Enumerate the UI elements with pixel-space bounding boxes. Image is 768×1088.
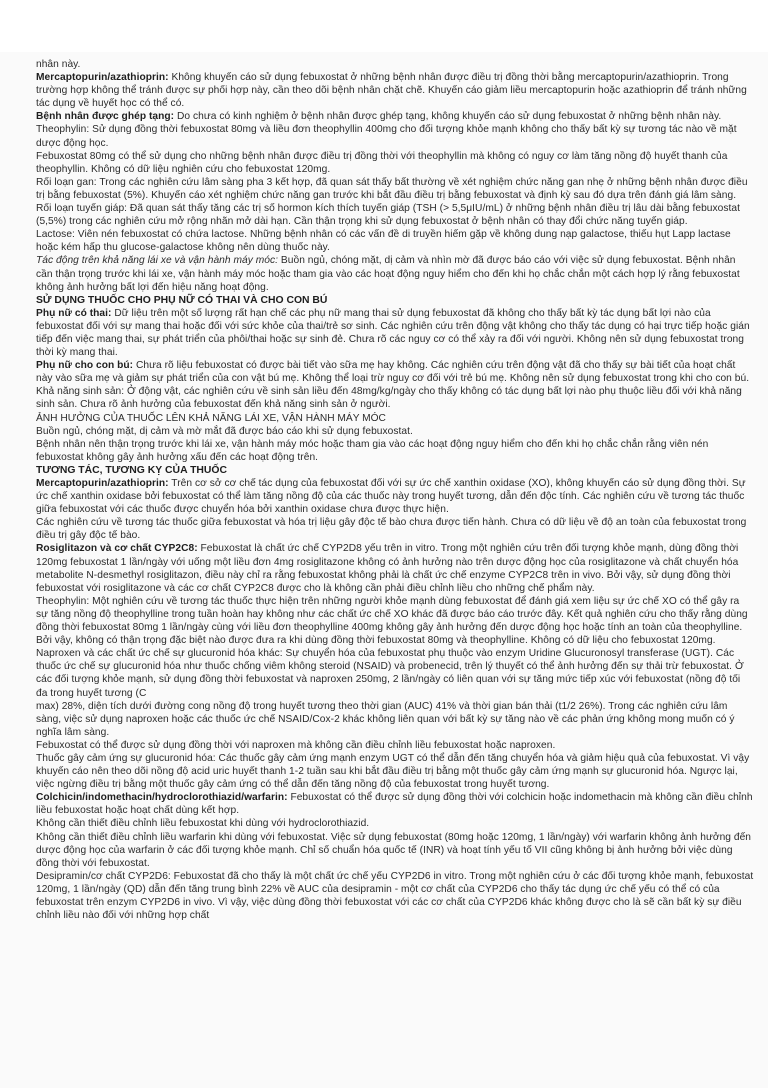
paragraph-text: Dữ liệu trên một số lượng rất hạn chế các phụ nữ mang thai sử dụng febuxostat đã không cho thấy bất kỳ tác dụng bất lợi nào của febuxostat đối với sự mang thai hoặc đối với sức khỏe của thai/trẻ sơ sinh. Các nghiên cứu trên động vật không cho thấy tác dụng có hại trực tiếp hoặc gián tiếp đến việc mang thai, sự phát triển của phôi/thai hoặc sự sinh đẻ. Chưa rõ các nguy cơ có thể xảy ra đối với người. Không nên sử dụng febuxostat trong thời kỳ mang thai. xyxy=(36,307,750,359)
paragraph xyxy=(36,58,754,71)
paragraph-text: Không cần thiết điều chỉnh liều febuxostat khi dùng với hydroclorothiazid. xyxy=(36,818,370,830)
paragraph-text: Bệnh nhân nên thận trọng trước khi lái xe, vận hành máy móc hoặc tham gia vào các hoạt động nguy hiểm cho đến khi họ chắc chắn rằng viên nén febuxostat không gây ảnh hưởng xấu đến các hoạt động trên. xyxy=(36,438,709,463)
paragraph-text: Rối loạn tuyến giáp: Đã quan sát thấy tăng các trị số hormon kích thích tuyến giáp (TSH (> 5,5μIU/mL) ở những bệnh nhân điều trị lâu dài bằng febuxostat (5,5%) trong các nghiên cứu mở rộng nhãn mở dài hạn. Cần thận trọng khi sử dụng febuxostat ở bệnh nhân có thay đổi chức năng tuyến giáp. xyxy=(36,203,740,228)
paragraph-lead: Tác động trên khả năng lái xe và vận hành máy móc: xyxy=(36,255,279,267)
paragraph-text: Naproxen và các chất ức chế sự glucuronid hóa khác: Sự chuyển hóa của febuxostat phụ thuộc vào enzym Uridine Glucuronosyl transferase (UGT). Các thuốc ức chế sự glucuronid hóa như thuốc chống viêm không steroid (NSAID) và probenecid, trên lý thuyết có thể ảnh hưởng đến sự thải trừ febuxostat. Ở các đối tượng khỏe mạnh, sử dụng đồng thời febuxostat và naproxen 250mg, 2 lần/ngày có liên quan với sự tăng mức tiếp xúc với febuxostat (nồng độ tối đa trong huyết tương (C xyxy=(36,648,744,699)
paragraph xyxy=(36,700,754,739)
paragraph xyxy=(36,176,754,202)
paragraph xyxy=(36,150,754,176)
section-heading: ẢNH HƯỞNG CỦA THUỐC LÊN KHẢ NĂNG LÁI XE, VẬN HÀNH MÁY MÓC xyxy=(36,412,386,424)
paragraph-text: Chưa rõ liệu febuxostat có được bài tiết vào sữa mẹ hay không. Các nghiên cứu trên động vật đã cho thấy sự bài tiết của hoạt chất này vào sữa mẹ và giảm sự phát triển của con vật bú mẹ. Không thể loại trừ nguy cơ đối với trẻ bú mẹ. Không nên sử dụng febuxostat trong khi cho con bú. xyxy=(36,360,750,385)
paragraph xyxy=(36,438,754,464)
paragraph xyxy=(36,307,754,359)
paragraph-text: Thuốc gây cảm ứng sự glucuronid hóa: Các thuốc gây cảm ứng mạnh enzym UGT có thể dẫn đến tăng chuyển hóa và giảm hiệu quả của febuxostat. Vì vậy khuyến cáo nên theo dõi nồng độ acid uric huyết thanh 1-2 tuần sau khi bắt đầu điều trị bằng một thuốc gây cảm ứng mạnh sự glucuronid hóa. Ngược lại, việc ngừng điều trị bằng một thuốc gây cảm ứng có thể dẫn đến tăng nồng độ của febuxostat trong huyết tương. xyxy=(36,752,750,791)
paragraph-lead: Bệnh nhân được ghép tạng: xyxy=(36,111,175,123)
paragraph xyxy=(36,110,754,123)
paragraph xyxy=(36,516,754,542)
paragraph xyxy=(36,870,754,922)
paragraph xyxy=(36,595,754,647)
paragraph-text: Không cần thiết điều chỉnh liều warfarin khi dùng với febuxostat. Việc sử dụng febuxostat (80mg hoặc 120mg, 1 lần/ngày) với warfarin không ảnh hưởng đến dược động học của warfarin ở các đối tượng khỏe mạnh. Chỉ số chuẩn hóa quốc tế (INR) và hoạt tính yếu tố VII cũng không bị ảnh hưởng bởi việc dùng đồng thời với febuxostat. xyxy=(36,831,752,869)
paragraph-text: Febuxostat có thể được sử dụng đồng thời với colchicin hoặc indomethacin mà không cần điều chỉnh liều febuxostat hoặc hoạt chất dùng kết hợp. xyxy=(36,792,753,817)
paragraph-text: Febuxostat là chất ức chế CYP2D8 yếu trên in vitro. Trong một nghiên cứu trên đối tượng khỏe mạnh, dùng đồng thời 120mg febuxostat 1 lần/ngày với uống một liều đơn 4mg rosiglitazone không có ảnh hưởng nào trên dược động học của rosiglitazone và chất chuyển hóa metabolite N-desmethyl rosiglitazon, điều này chỉ ra rằng febuxostat không phải là chất ức chế enzyme CYP2C8 trên in vivo. Bởi vậy, sử dụng đồng thời febuxostat với rosiglitazone và các cơ chất CYP2C8 được cho là không cần phải điều chỉnh liều cho những chế phẩm này. xyxy=(36,543,739,594)
paragraph-text: Các nghiên cứu về tương tác thuốc giữa febuxostat và hóa trị liệu gây độc tế bào chưa được tiến hành. Chưa có dữ liệu về độ an toàn của febuxostat trong điều trị gây độc tế bào. xyxy=(36,517,747,542)
paragraph xyxy=(36,542,754,594)
paragraph xyxy=(36,385,754,411)
paragraph-text: Lactose: Viên nén febuxostat có chứa lactose. Những bệnh nhân có các vấn đề di truyền hiếm gặp về không dung nạp galactose, thiếu hụt Lapp lactase hoặc kém hấp thu glucose-galactose không nên dùng thuốc này. xyxy=(36,229,731,254)
paragraph xyxy=(36,359,754,385)
paragraph xyxy=(36,817,754,830)
paragraph-lead: Mercaptopurin/azathioprin: xyxy=(36,72,169,84)
paragraph xyxy=(36,752,754,791)
paragraph xyxy=(36,739,754,752)
paragraph-text: Desipramin/cơ chất CYP2D6: Febuxostat đã cho thấy là một chất ức chế yếu CYP2D6 in vitro. Trong một nghiên cứu ở các đối tượng khỏe mạnh, febuxostat 120mg, 1 lần/ngày (QD) dẫn đến tăng trung bình 22% về AUC của desipramin - một cơ chất của CYP2D6 cho thấy tác dụng ức chế yếu có thể có của febuxostat trên enzym CYP2D6 in vivo. Vì vậy, việc dùng đồng thời febuxostat với các cơ chất của CYP2D6 khác không được cho là sẽ cần bất kỳ sự điều chỉnh liều nào đối với những hợp chất xyxy=(36,870,754,922)
paragraph xyxy=(36,71,754,110)
paragraph xyxy=(36,202,754,228)
paragraph-text: Trên cơ sở cơ chế tác dụng của febuxostat đối với sự ức chế xanthin oxidase (XO), không khuyến cáo sử dụng đồng thời. Sự ức chế xanthin oxidase bởi febuxostat có thể làm tăng nồng độ của các thuốc này trong huyết tương, dẫn đến độc tính. Các nghiên cứu về tương tác thuốc giữa febuxostat với các thuốc được chuyển hóa bởi xanthin oxidase chưa được thực hiện. xyxy=(36,478,746,516)
paragraph xyxy=(36,647,754,699)
paragraph-text: Rối loạn gan: Trong các nghiên cứu lâm sàng pha 3 kết hợp, đã quan sát thấy bất thường về xét nghiệm chức năng gan nhẹ ở những bệnh nhân được điều trị bằng febuxostat (5%). Khuyến cáo xét nghiệm chức năng gan trước khi bắt đầu điều trị bằng febuxostat và định kỳ sau đó dựa trên đánh giá lâm sàng. xyxy=(36,176,748,201)
paragraph xyxy=(36,831,754,870)
paragraph-lead: Colchicin/indomethacin/hydroclorothiazid/warfarin: xyxy=(36,792,288,804)
paragraph-text: Buồn ngủ, chóng mặt, dị cảm và nhìn mờ đã được báo cáo với việc sử dụng febuxostat. Bệnh nhân cần thận trọng trước khi lái xe, vận hành máy móc hoặc tham gia vào các hoạt động nguy hiểm cho đến khi họ chắc chắn một cách hợp lý rằng febuxostat không ảnh hưởng bất lợi đến hiệu năng hoạt động. xyxy=(36,255,740,293)
paragraph-text: Buồn ngủ, chóng mặt, dị cảm và mờ mắt đã được báo cáo khi sử dụng febuxostat. xyxy=(36,425,413,437)
paragraph-lead: Mercaptopurin/azathioprin: xyxy=(36,478,169,489)
paragraph xyxy=(36,123,754,149)
paragraph-text: nhân này. xyxy=(36,59,81,70)
paragraph-lead: Phụ nữ có thai: xyxy=(36,307,112,319)
paragraph xyxy=(36,791,754,817)
paragraph-text: Không khuyến cáo sử dụng febuxostat ở những bệnh nhân được điều trị đồng thời bằng mercaptopurin/azathioprin. Trong trường hợp không thể tránh được sự phối hợp này, cần theo dõi bệnh nhân chặt chẽ. Khuyến cáo giảm liều mercaptopurin hoặc azathioprin để tránh những tác dụng về huyết học có thể có. xyxy=(36,72,747,110)
paragraph-text: Do chưa có kinh nghiệm ở bệnh nhân được ghép tạng, không khuyến cáo sử dụng febuxostat ở những bệnh nhân này. xyxy=(174,111,722,123)
paragraph xyxy=(36,254,754,293)
paragraph-text: Febuxostat 80mg có thể sử dụng cho những bệnh nhân được điều trị đồng thời với theophyllin mà không có nguy cơ làm tăng nồng độ huyết thanh của theophyllin. Không có dữ liệu nghiên cứu cho febuxostat 120mg. xyxy=(36,150,728,175)
paragraph-text: Theophylin: Sử dụng đồng thời febuxostat 80mg và liều đơn theophyllin 400mg cho đối tượng khỏe mạnh không cho thấy bất kỳ sự tương tác nào về mặt dược động học. xyxy=(36,124,737,149)
paragraph-text: max) 28%, diện tích dưới đường cong nồng độ trong huyết tương theo thời gian (AUC) 41% và thời gian bán thải (t1/2 26%). Trong các nghiên cứu lâm sàng, việc sử dụng naproxen hoặc các thuốc ức chế NSAID/Cox-2 khác không liên quan với bất kỳ sự tăng nào về các phản ứng không mong muốn có ý nghĩa lâm sàng. xyxy=(36,700,735,738)
paragraph xyxy=(36,228,754,254)
paragraph-text: Theophylin: Một nghiên cứu về tương tác thuốc thực hiện trên những người khỏe mạnh dùng febuxostat để đánh giá xem liệu sự ức chế XO có thể gây ra sự tăng nồng độ theophylline trong tuần hoàn hay không như các chất ức chế XO khác đã được báo cáo trước đây. Kết quả nghiên cứu cho thấy rằng dùng đồng thời febuxostat 80mg 1 lần/ngày cùng với liều đơn theophylline 400mg không gây ảnh hưởng đến dược động học hoặc tính an toàn của theophylline. Bởi vậy, không có thận trọng đặc biệt nào được đưa ra khi dùng đồng thời febuxostat 80mg và theophylline. Không có dữ liệu cho febuxostat 120mg. xyxy=(36,595,748,647)
paragraph xyxy=(36,425,754,438)
paragraph-text: Khả năng sinh sản: Ở động vật, các nghiên cứu về sinh sản liều đến 48mg/kg/ngày cho thấy không có tác dụng bất lợi nào phụ thuộc liều đối với khả năng sinh sản. Chưa rõ ảnh hưởng của febuxostat đến khả năng sinh sản ở người. xyxy=(36,386,742,411)
leaflet-text xyxy=(36,58,754,922)
section-heading: SỬ DỤNG THUỐC CHO PHỤ NỮ CÓ THAI VÀ CHO CON BÚ xyxy=(36,294,328,306)
paragraph-lead: Rosiglitazon và cơ chất CYP2C8: xyxy=(36,543,198,555)
section-heading: TƯƠNG TÁC, TƯƠNG KỴ CỦA THUỐC xyxy=(36,464,228,476)
paragraph-lead: Phụ nữ cho con bú: xyxy=(36,360,134,372)
paragraph-text: Febuxostat có thể được sử dụng đồng thời với naproxen mà không cần điều chỉnh liều febuxostat hoặc naproxen. xyxy=(36,739,556,751)
paragraph xyxy=(36,477,754,516)
